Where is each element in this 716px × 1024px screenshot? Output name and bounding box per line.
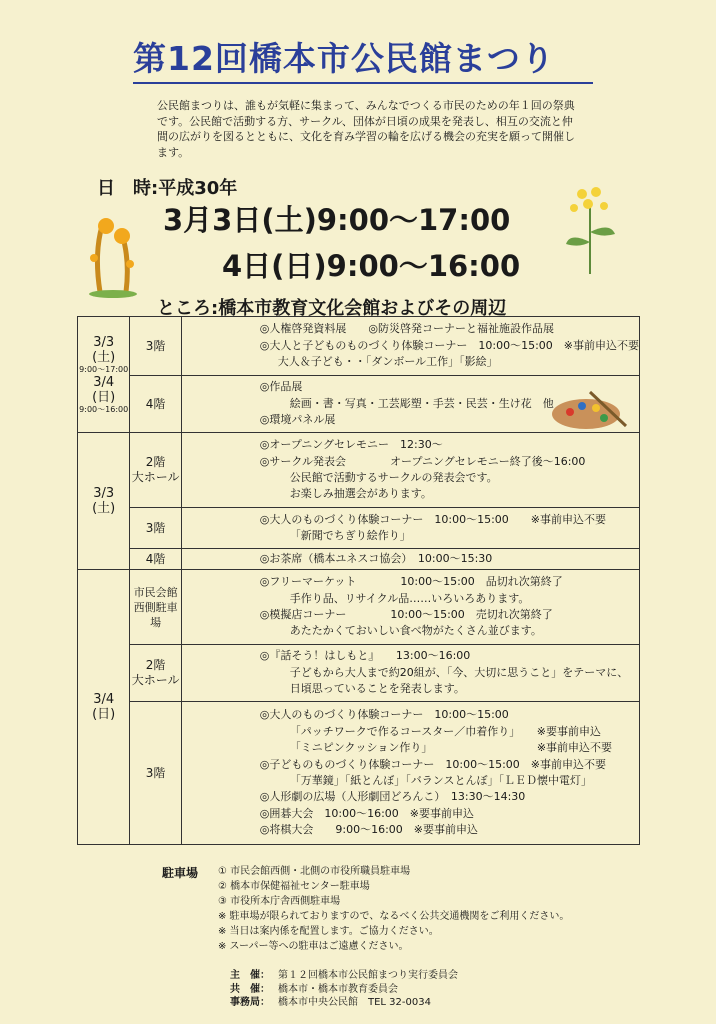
event-cell: ◎フリーマーケット 10:00～15:00 品切れ次第終了 手作り品、リサイクル品……いろいろあります。 ◎模擬店コーナー 10:00～15:00 売切れ次第終了 あたたかくておいしい食べ物がたくさん並びます。 — [181, 570, 639, 645]
day-cell-0304: 3/4 (日) — [78, 570, 130, 845]
datetime-label: 日 時:平成30年 — [97, 178, 238, 199]
floor-cell: 3階 — [130, 317, 181, 376]
intro-text: 公民館まつりは、誰もが気軽に集まって、みんなでつくる市民のための年１回の祭典です。公民館で活動する方、サークル、団体が日頃の成果を発表し、相互の交流と仲間の広がりを図るとともに、文化を育み学習の輪を広げる機会の充実を願って開催します。 — [157, 99, 575, 159]
table-row — [78, 549, 640, 570]
office-value: 橋本市中央公民館 TEL 32-0034 — [278, 997, 431, 1008]
parking-list — [218, 864, 569, 954]
event-cell: ◎『話そう！はしもと』 13:00～16:00 子どもから大人まで約20組が、「今、大切に思うこと」をテーマに、 日頃思っていることを発表します。 — [181, 645, 639, 702]
event-cell: ◎大人のものづくり体験コーナー 10:00～15:00 ※事前申込不要 「新聞でちぎり絵作り」 — [181, 508, 639, 549]
office-label: 事務局： — [230, 997, 270, 1008]
day-cell-both: 3/3 (土) 9:00～17:00 3/4 (日) 9:00～16:00 — [78, 317, 130, 433]
list-item: ※ 当日は案内係を配置します。ご協力ください。 — [218, 926, 439, 937]
floor-cell: 2階 大ホール — [130, 645, 181, 702]
event-cell: ◎お茶席（橋本ユネスコ協会） 10:00～15:30 — [181, 549, 639, 570]
event-cell: ◎作品展 絵画・書・写真・工芸彫塑・手芸・民芸・生け花 他 ◎環境パネル展 — [181, 376, 639, 433]
host-value: 第１２回橋本市公民館まつり実行委員会 — [278, 970, 458, 981]
list-item: ③ 市役所本庁舎西側駐車場 — [218, 896, 341, 907]
cohost-label: 共 催： — [230, 983, 270, 995]
table-row — [78, 376, 640, 433]
floor-cell: 3階 — [130, 508, 181, 549]
floor-cell: 4階 — [130, 376, 181, 433]
list-item: ② 橋本市保健福祉センター駐車場 — [218, 881, 370, 892]
event-cell: ◎オープニングセレモニー 12:30～ ◎サークル発表会 オープニングセレモニー終了後～16:00 公民館で活動するサークルの発表会です。 お楽しみ抽選会があります。 — [181, 433, 639, 508]
floor-cell: 4階 — [130, 549, 181, 570]
date-line-2: 4日(日)9:00～16:00 — [222, 249, 521, 283]
schedule-table — [77, 316, 640, 845]
wildflower-illustration — [560, 182, 620, 277]
floor-cell: 市民会館 西側駐車場 — [130, 570, 181, 645]
table-row — [78, 508, 640, 549]
table-row — [78, 645, 640, 702]
floor-cell: 3階 — [130, 702, 181, 845]
event-cell: ◎大人のものづくり体験コーナー 10:00～15:00 「パッチワークで作るコースター／巾着作り」 ※要事前申込 「ミニピンクッション作り」 ※事前申込不要 ◎子どものものづくり体験コーナー 10:00～15:00 ※事前申込不要 「万華鏡」「紙とんぼ」「バランスとんぼ」「ＬＥＤ懐中電灯」 ◎人形劇の広場（人形劇団どろんこ） 13:30～14:30 ◎囲碁大会 10:00～16:00 ※要事前申込 ◎将棋大会 9:00～16:00 ※要事前申込 — [181, 702, 639, 845]
flower-character-illustration — [84, 214, 142, 298]
organizer-info — [230, 969, 458, 1010]
event-cell: ◎人権啓発資料展 ◎防災啓発コーナーと福祉施設作品展 ◎大人と子どものものづくり体験コーナー 10:00～15:00 ※事前申込不要 大人＆子ども・・「ダンボール工作」「影絵」 — [181, 317, 639, 376]
table-row — [78, 433, 640, 508]
date-line-1: 3月3日(土)9:00～17:00 — [163, 203, 511, 237]
host-label: 主 催： — [230, 970, 270, 981]
floor-cell: 2階 大ホール — [130, 433, 181, 508]
cohost-value: 橋本市・橋本市教育委員会 — [278, 983, 398, 995]
parking-label: 駐車場 — [162, 866, 199, 880]
venue-label: ところ:橋本市教育文化会館およびその周辺 — [157, 298, 507, 319]
day-cell-0303: 3/3 (土) — [78, 433, 130, 570]
list-item: ※ 駐車場が限られておりますので、なるべく公共交通機関をご利用ください。 — [218, 911, 570, 922]
page-title: 第12回橋本市公民館まつり — [133, 40, 593, 84]
table-row — [78, 317, 640, 376]
table-row — [78, 570, 640, 645]
table-row — [78, 702, 640, 845]
list-item: ① 市民会館西側・北側の市役所職員駐車場 — [218, 866, 411, 877]
list-item: ※ スーパー等への駐車はご遠慮ください。 — [218, 941, 409, 952]
